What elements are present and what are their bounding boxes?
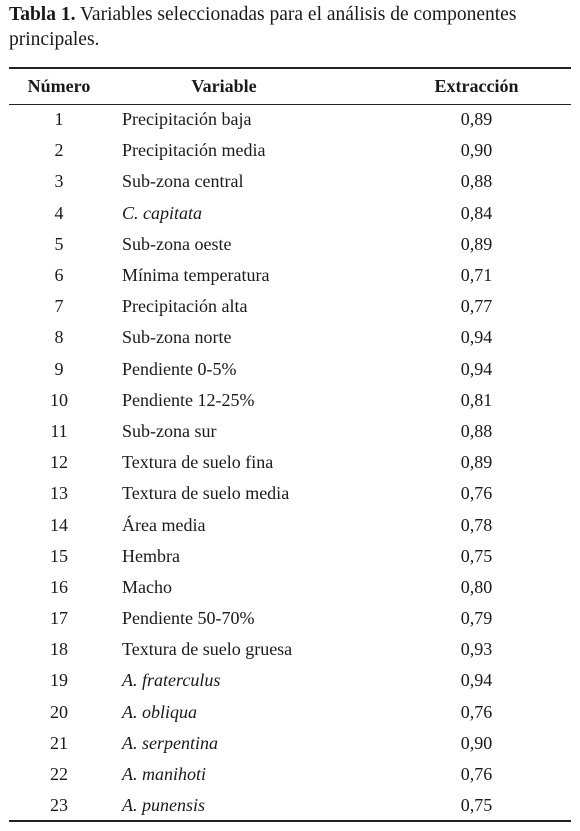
header-variable [109, 68, 382, 104]
cell-extraccion: 0,81 [460, 389, 493, 410]
table-body [9, 104, 571, 821]
cell-extraccion: 0,79 [460, 608, 493, 629]
table-row [9, 229, 571, 260]
cell-numero: 20 [50, 701, 68, 722]
table-row [9, 634, 571, 665]
cell-numero: 15 [50, 545, 68, 566]
cell-numero: 3 [54, 171, 64, 192]
cell-numero: 11 [50, 420, 68, 441]
cell-variable: Sub-zona central [122, 171, 244, 192]
cell-extraccion: 0,75 [460, 794, 493, 815]
cell-extraccion: 0,76 [460, 764, 493, 785]
cell-numero: 1 [54, 109, 64, 130]
table-row [9, 509, 571, 540]
table-row [9, 385, 571, 416]
table-row [9, 572, 571, 603]
cell-numero: 6 [54, 265, 64, 286]
table-caption [9, 2, 569, 52]
table-row [9, 354, 571, 385]
header-numero: Número [27, 75, 91, 96]
cell-extraccion: 0,89 [460, 109, 493, 130]
table-row [9, 104, 571, 135]
cell-numero: 4 [54, 202, 64, 223]
cell-extraccion: 0,78 [460, 514, 493, 535]
cell-numero: 13 [50, 483, 68, 504]
cell-extraccion: 0,84 [460, 202, 493, 223]
cell-numero: 2 [54, 140, 64, 161]
table-row [9, 166, 571, 197]
cell-variable: A. serpentina [122, 732, 218, 753]
table-row [9, 135, 571, 166]
cell-variable: Pendiente 50-70% [122, 608, 255, 629]
cell-extraccion: 0,75 [460, 545, 493, 566]
table-row [9, 697, 571, 728]
cell-extraccion: 0,93 [460, 639, 493, 660]
cell-variable: A. obliqua [122, 701, 197, 722]
cell-extraccion: 0,89 [460, 233, 493, 254]
table-row [9, 541, 571, 572]
table-row [9, 603, 571, 634]
cell-numero: 22 [50, 764, 68, 785]
table-row [9, 260, 571, 291]
cell-extraccion: 0,94 [460, 670, 493, 691]
header-variable-label: Variable [191, 75, 257, 96]
cell-extraccion: 0,90 [460, 140, 493, 161]
cell-numero: 9 [54, 358, 64, 379]
cell-numero: 19 [50, 670, 68, 691]
table-row [9, 447, 571, 478]
table-row [9, 416, 571, 447]
cell-numero: 18 [50, 639, 68, 660]
table-header [9, 68, 571, 104]
data-table-container [9, 67, 571, 822]
cell-extraccion: 0,77 [460, 296, 493, 317]
table-row [9, 322, 571, 353]
cell-variable: A. manihoti [122, 764, 206, 785]
cell-variable: A. punensis [122, 794, 205, 815]
cell-extraccion: 0,89 [460, 452, 493, 473]
cell-variable: Pendiente 0-5% [122, 358, 237, 379]
table-row [9, 478, 571, 509]
cell-variable: Precipitación alta [122, 296, 248, 317]
table-row [9, 728, 571, 759]
cell-numero: 12 [50, 452, 68, 473]
cell-numero: 16 [50, 576, 68, 597]
cell-variable: Mínima temperatura [122, 265, 270, 286]
cell-extraccion: 0,90 [460, 732, 493, 753]
cell-extraccion: 0,88 [460, 420, 493, 441]
cell-numero: 8 [54, 327, 64, 348]
cell-numero: 10 [50, 389, 68, 410]
cell-variable: A. fraterculus [122, 670, 221, 691]
cell-extraccion: 0,71 [460, 265, 493, 286]
table-row [9, 759, 571, 790]
cell-numero: 5 [54, 233, 64, 254]
cell-numero: 21 [50, 732, 68, 753]
cell-variable: Precipitación baja [122, 109, 252, 130]
header-extraccion: Extracción [434, 75, 519, 96]
caption-label: Tabla 1. [9, 4, 76, 25]
cell-variable: Sub-zona norte [122, 327, 232, 348]
caption-text: Variables seleccionadas para el análisis de componentes principales. [9, 4, 517, 50]
table-row [9, 291, 571, 322]
cell-numero: 7 [54, 296, 64, 317]
table-row [9, 198, 571, 229]
cell-extraccion: 0,88 [460, 171, 493, 192]
header-row [9, 68, 571, 104]
table-row [9, 665, 571, 696]
cell-extraccion: 0,76 [460, 701, 493, 722]
cell-variable: C. capitata [122, 202, 202, 223]
cell-numero: 23 [50, 794, 68, 815]
cell-numero: 17 [50, 608, 68, 629]
cell-variable: Textura de suelo media [122, 483, 290, 504]
variables-table [9, 67, 571, 822]
cell-extraccion: 0,76 [460, 483, 493, 504]
cell-extraccion: 0,80 [460, 576, 493, 597]
table-row [9, 790, 571, 821]
cell-numero: 14 [50, 514, 68, 535]
cell-extraccion: 0,94 [460, 358, 493, 379]
cell-variable: Macho [122, 576, 172, 597]
cell-variable: Pendiente 12-25% [122, 389, 255, 410]
cell-variable: Textura de suelo fina [122, 452, 274, 473]
cell-variable: Área media [122, 514, 206, 535]
cell-variable: Precipitación media [122, 140, 266, 161]
cell-variable: Sub-zona sur [122, 420, 217, 441]
cell-variable: Textura de suelo gruesa [122, 639, 293, 660]
cell-variable: Hembra [122, 545, 180, 566]
cell-variable: Sub-zona oeste [122, 233, 232, 254]
cell-extraccion: 0,94 [460, 327, 493, 348]
